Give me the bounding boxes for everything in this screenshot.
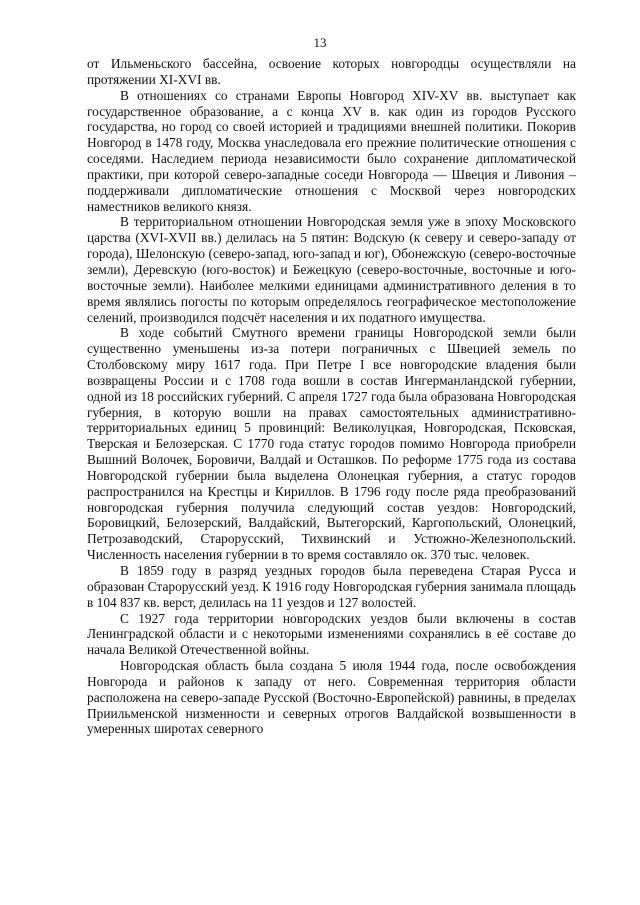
text-body <box>87 56 576 737</box>
paragraph-6: С 1927 года территории новгородских уездов были включены в состав Ленинградской области и с некоторыми изменениями сохранялись в её составе до начала Великой Отечественной войны. <box>87 610 576 658</box>
paragraph-1: от Ильменьского бассейна, освоение которых новгородцы осуществляли на протяжении XI-XVI вв. <box>87 56 576 87</box>
page-number: 13 <box>313 35 327 50</box>
paragraph-5: В 1859 году в разряд уездных городов была переведена Старая Русса и образован Старорусский уезд. К 1916 году Новгородская губерния занимала площадь в 104 837 кв. верст, делилась на 11 уездов и 127 волостей. <box>87 563 576 610</box>
paragraph-4: В ходе событий Смутного времени границы Новгородской земли были существенно уменьшены из-за потери пограничных с Швецией земель по Столбовскому миру 1617 года. При Петре I все новгородские владения были возвращены России и с 1708 года вошли в состав Ингерманландской губернии, одной из 18 российских губерний. С апреля 1727 года была образована Новгородская губерния, в которую вошли на правах самостоятельных административно-территориальных единиц 5 провинций: Великолуцкая, Новгородская, Псковская, Тверская и Белозерская. С 1770 года статус городов помимо Новгорода приобрели Вышний Волочек, Боровичи, Валдай и Осташков. По реформе 1775 года из состава Новгородской губернии была выделена Олонецкая губерния, а статус городов распространился на Крестцы и Кириллов. В 1796 году после ряда преобразований новгородская губерния получила следующий состав уездов: Новгородский, Боровицкий, Белозерский, Валдайский, Вытегорский, Каргопольский, Олонецкий, Петрозаводский, Старорусский, Тихвинский и Устюжно-Железнопольский. Численность населения губернии в то время составляло ок. 370 тыс. человек. <box>87 325 576 563</box>
paragraph-7: Новгородская область была создана 5 июля 1944 года, после освобождения Новгорода и районов к западу от него. Современная территория области расположена на северо-западе Русской (Восточно-Европейской) равнины, в пределах Приильменской низменности и северных отрогов Валдайской возвышенности в умеренных широтах северного <box>87 658 576 737</box>
paragraph-3: В территориальном отношении Новгородская земля уже в эпоху Московского царства (XVI-XVII вв.) делилась на 5 пятин: Водскую (к северу и северо-западу от города), Шелонскую (северо-запад, юго-запад и юг), Обонежскую (северо-восточные земли), Деревскую (юго-восток) и Бежецкую (северо-восточные, восточные и юго-восточные земли). Наиболее мелкими единицами административного деления в то время являлись погосты по которым определялось географическое местоположение селений, производился подсчёт населения и их податного имущества. <box>87 214 576 325</box>
paragraph-2: В отношениях со странами Европы Новгород XIV-XV вв. выступает как государственное образование, а с конца XV в. как один из городов Русского государства, но город со своей историей и традициями внешней политики. Покорив Новгород в 1478 году, Москва унаследовала его прежние политические отношения с соседями. Наследием периода независимости было сохранение дипломатической практики, при которой северо-западные соседи Новгорода — Швеция и Ливония – поддерживали дипломатические отношения с Москвой через новгородских наместников великого князя. <box>87 87 576 214</box>
